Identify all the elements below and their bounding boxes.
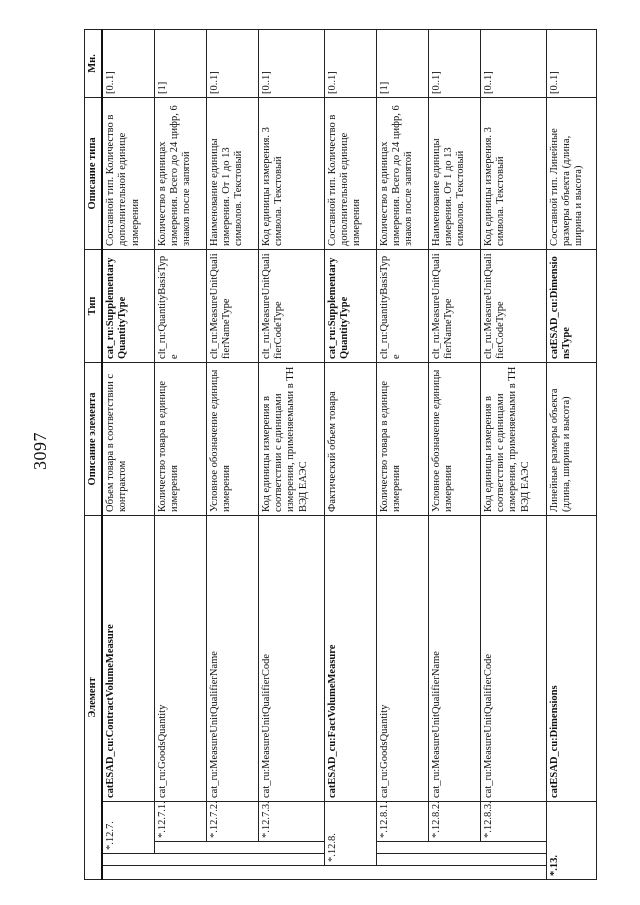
type-description: Количество в единицах измерения. Всего до 24 цифр, 6 знаков после запятой — [376, 97, 428, 249]
header-element: Элемент — [85, 515, 103, 879]
table-row — [154, 29, 206, 879]
type-description: Наименование единицы измерения. От 1 до 13 символов. Текстовый — [206, 97, 258, 249]
element-type: clt_ru:MeasureUnitQualifierNameType — [206, 249, 258, 362]
multiplicity: [0..1] — [480, 29, 546, 97]
element-name: cat_ru:MeasureUnitQualifierName — [206, 515, 258, 801]
type-description: Код единицы измерения. 3 символа. Текстовый — [258, 97, 324, 249]
element-number: *.12.7.1. — [154, 802, 206, 842]
table-header-row — [85, 29, 103, 879]
multiplicity: [1] — [154, 29, 206, 97]
table-row — [324, 29, 376, 879]
indent-cell — [428, 866, 480, 880]
type-description: Составной тип. Линейные размеры объекта (длина, ширина и высота) — [546, 97, 596, 249]
element-number: *.12.8.2. — [428, 802, 480, 842]
header-type-description: Описание типа — [85, 97, 103, 249]
element-description: Код единицы измерения в соответствии с единицами измерения, применяемыми в ТН ВЭД ЕАЭС — [480, 362, 546, 515]
element-type: clt_ru:QuantityBasisType — [154, 249, 206, 362]
element-description: Фактический объем товара — [324, 362, 376, 515]
element-description: Линейные размеры объекта (длина, ширина и высота) — [546, 362, 596, 515]
element-number: *.12.7.3. — [258, 802, 324, 842]
element-number: *.12.7. — [102, 802, 154, 854]
element-name: cat_ru:GoodsQuantity — [376, 515, 428, 801]
table-row — [546, 29, 596, 879]
element-type: cat_ru:SupplementaryQuantityType — [324, 249, 376, 362]
element-description: Количество товара в единице измерения — [154, 362, 206, 515]
element-name: catESAD_cu:ContractVolumeMeasure — [102, 515, 154, 801]
element-number: *.13. — [546, 802, 596, 880]
header-type: Тип — [85, 249, 103, 362]
element-table — [84, 29, 597, 880]
indent-cell — [258, 842, 324, 854]
type-description: Код единицы измерения. 3 символа. Текстовый — [480, 97, 546, 249]
element-description: Объем товара в соответствии с контрактом — [102, 362, 154, 515]
indent-cell — [324, 866, 376, 880]
multiplicity: [1] — [376, 29, 428, 97]
element-type: clt_ru:MeasureUnitQualifierNameType — [428, 249, 480, 362]
table-row — [480, 29, 546, 879]
indent-cell — [376, 842, 428, 854]
element-type: clt_ru:MeasureUnitQualifierCodeType — [258, 249, 324, 362]
element-name: cat_ru:GoodsQuantity — [154, 515, 206, 801]
type-description: Количество в единицах измерения. Всего до 24 цифр, 6 знаков после запятой — [154, 97, 206, 249]
indent-cell — [376, 854, 428, 866]
indent-cell — [258, 854, 324, 866]
multiplicity: [0..1] — [102, 29, 154, 97]
rotated-table-container — [84, 30, 592, 880]
indent-cell — [428, 842, 480, 854]
table-row — [376, 29, 428, 879]
table-row — [206, 29, 258, 879]
indent-cell — [154, 854, 206, 866]
multiplicity: [0..1] — [258, 29, 324, 97]
page-number: 3097 — [30, 432, 50, 470]
element-number: *.12.8. — [324, 802, 376, 866]
indent-cell — [206, 854, 258, 866]
type-description: Составной тип. Количество в дополнительной единице измерения — [324, 97, 376, 249]
element-number: *.12.8.1. — [376, 802, 428, 842]
element-name: catESAD_cu:FactVolumeMeasure — [324, 515, 376, 801]
multiplicity: [0..1] — [546, 29, 596, 97]
indent-cell — [428, 854, 480, 866]
indent-cell — [102, 854, 154, 866]
element-name: cat_ru:MeasureUnitQualifierCode — [258, 515, 324, 801]
header-multiplicity: Мн. — [85, 29, 103, 97]
indent-cell — [102, 866, 154, 880]
indent-cell — [376, 866, 428, 880]
table-row — [258, 29, 324, 879]
type-description: Составной тип. Количество в дополнительной единице измерения — [102, 97, 154, 249]
indent-cell — [206, 866, 258, 880]
element-number: *.12.8.3. — [480, 802, 546, 842]
indent-cell — [480, 842, 546, 854]
indent-cell — [258, 866, 324, 880]
multiplicity: [0..1] — [206, 29, 258, 97]
indent-cell — [480, 854, 546, 866]
multiplicity: [0..1] — [428, 29, 480, 97]
element-type: catESAD_cu:DimensionsType — [546, 249, 596, 362]
element-name: cat_ru:MeasureUnitQualifierCode — [480, 515, 546, 801]
element-type: clt_ru:QuantityBasisType — [376, 249, 428, 362]
element-number: *.12.7.2. — [206, 802, 258, 842]
indent-cell — [206, 842, 258, 854]
element-name: catESAD_cu:Dimensions — [546, 515, 596, 801]
element-description: Условное обозначение единицы измерения — [428, 362, 480, 515]
element-description: Код единицы измерения в соответствии с единицами измерения, применяемыми в ТН ВЭД ЕАЭС — [258, 362, 324, 515]
element-type: cat_ru:SupplementaryQuantityType — [102, 249, 154, 362]
multiplicity: [0..1] — [324, 29, 376, 97]
table-row — [428, 29, 480, 879]
type-description: Наименование единицы измерения. От 1 до 13 символов. Текстовый — [428, 97, 480, 249]
indent-cell — [480, 866, 546, 880]
header-description: Описание элемента — [85, 362, 103, 515]
indent-cell — [154, 842, 206, 854]
element-description: Количество товара в единице измерения — [376, 362, 428, 515]
element-type: clt_ru:MeasureUnitQualifierCodeType — [480, 249, 546, 362]
table-row — [102, 29, 154, 879]
element-description: Условное обозначение единицы измерения — [206, 362, 258, 515]
element-name: cat_ru:MeasureUnitQualifierName — [428, 515, 480, 801]
indent-cell — [154, 866, 206, 880]
